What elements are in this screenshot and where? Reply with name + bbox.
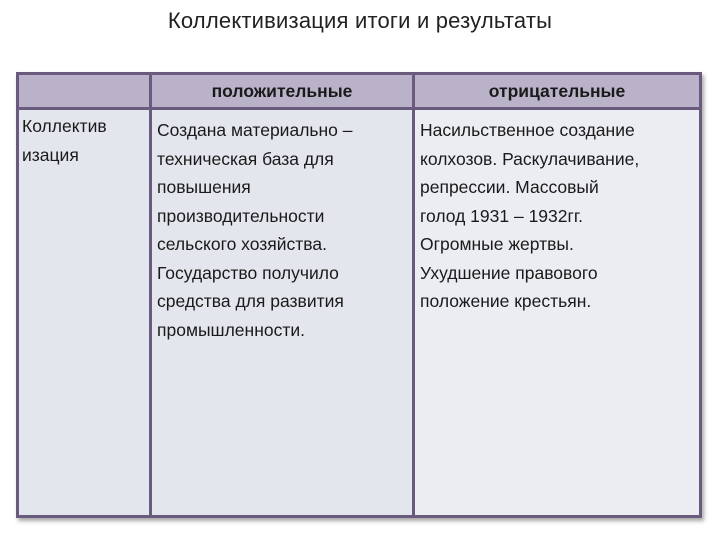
results-table	[16, 72, 702, 518]
header-negative: отрицательные	[415, 75, 699, 107]
positive-results-cell: Создана материально – техническая база для повышения производительности сельского хозяйства. Государство получило средства для развития промышленности.	[152, 110, 412, 515]
header-empty-cell	[19, 75, 149, 107]
row-label-collectivization: Коллектив изация	[19, 110, 149, 515]
slide-title: Коллективизация итоги и результаты	[167, 8, 553, 33]
negative-results-cell: Насильственное создание колхозов. Раскулачивание, репрессии. Массовый голод 1931 – 1932гг. Огромные жертвы. Ухудшение правового положение крестьян.	[415, 110, 699, 515]
header-positive: положительные	[152, 75, 412, 107]
